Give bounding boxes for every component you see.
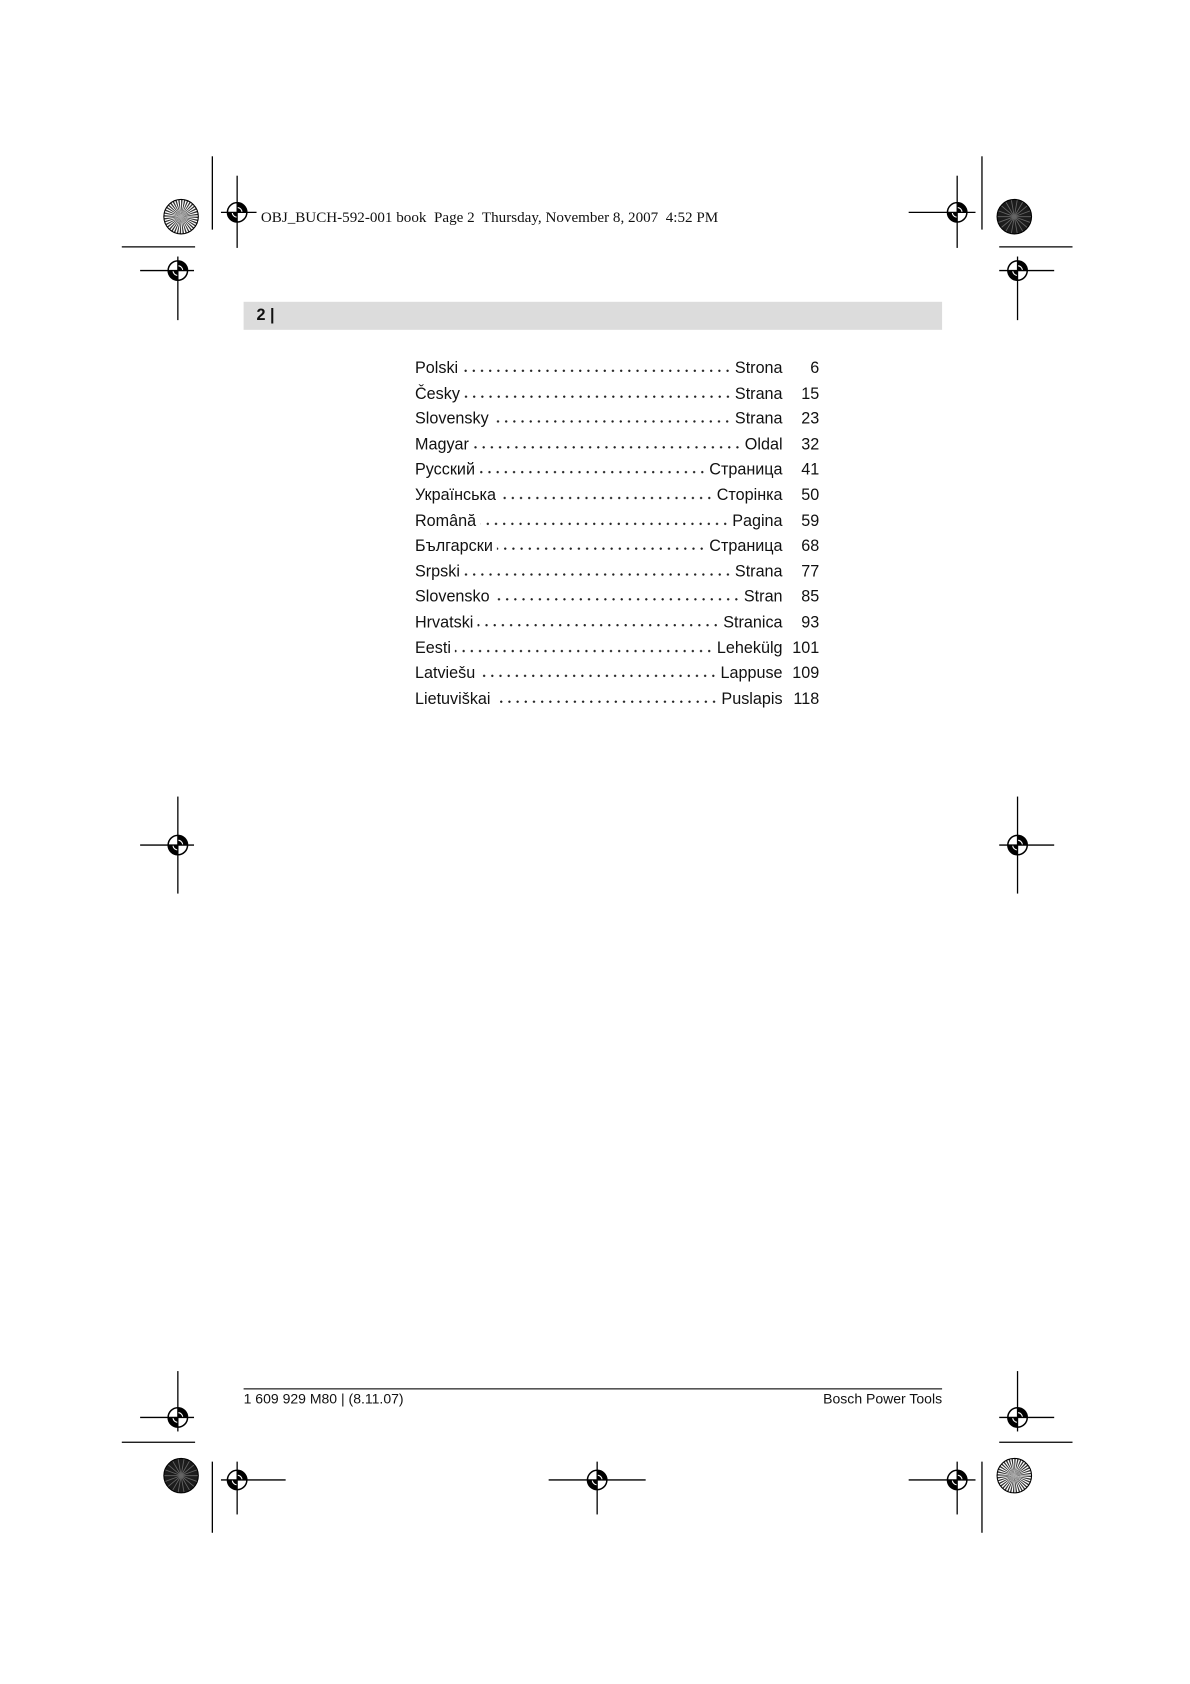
footer-brand: Bosch Power Tools bbox=[823, 1390, 943, 1407]
toc-page-word: Страница bbox=[709, 536, 783, 556]
toc-page-word: Strona bbox=[734, 358, 783, 378]
toc-page-number: 32 bbox=[801, 435, 820, 454]
toc-row-romana[interactable] bbox=[415, 508, 819, 533]
toc-page-number: 101 bbox=[792, 638, 820, 658]
toc-language: Polski bbox=[414, 358, 459, 378]
toc-page-number: 93 bbox=[801, 613, 820, 632]
toc-page-number: 109 bbox=[792, 664, 820, 683]
toc-page-word: Stranica bbox=[723, 613, 783, 632]
toc-language: Български bbox=[414, 536, 493, 556]
star-target-mark bbox=[997, 199, 1031, 233]
star-target-mark bbox=[164, 1458, 198, 1492]
toc-page-word: Lehekülg bbox=[716, 638, 783, 658]
registration-mark bbox=[140, 1371, 194, 1431]
toc-language: Українська bbox=[414, 486, 496, 505]
registration-mark bbox=[140, 797, 194, 894]
registration-mark bbox=[909, 1462, 976, 1515]
registration-mark bbox=[999, 1371, 1054, 1431]
star-target-mark bbox=[164, 199, 198, 233]
toc-page-number: 59 bbox=[801, 511, 820, 530]
registration-mark bbox=[909, 176, 976, 248]
registration-mark bbox=[221, 1462, 286, 1515]
dot-leader bbox=[497, 547, 706, 551]
toc-language: Русский bbox=[414, 460, 476, 479]
dot-leader bbox=[464, 572, 731, 576]
toc-language: Hrvatski bbox=[414, 613, 474, 632]
toc-row-cesky[interactable] bbox=[415, 381, 819, 406]
toc-language: Slovensko bbox=[414, 587, 490, 607]
toc-page-number: 15 bbox=[801, 384, 820, 403]
toc-row-lietuviskai[interactable] bbox=[415, 686, 819, 711]
toc-row-slovensky[interactable] bbox=[415, 407, 819, 432]
toc-row-srpski[interactable] bbox=[415, 559, 819, 584]
toc-page-word: Страница bbox=[709, 460, 783, 479]
toc-row-polski[interactable] bbox=[415, 356, 819, 381]
toc-language: Slovensky bbox=[414, 409, 489, 429]
page-header-bar bbox=[244, 302, 942, 330]
toc-page-word: Strana bbox=[734, 409, 783, 429]
toc-language: Eesti bbox=[414, 638, 451, 658]
toc-language: Srpski bbox=[414, 562, 460, 581]
toc-page-number: 85 bbox=[801, 587, 820, 607]
toc-page-word: Strana bbox=[734, 562, 783, 581]
toc-page-number: 77 bbox=[801, 562, 820, 581]
toc-row-eesti[interactable] bbox=[415, 635, 819, 660]
dot-leader bbox=[464, 394, 731, 398]
toc-row-magyar[interactable] bbox=[415, 432, 819, 457]
star-target-mark bbox=[997, 1458, 1031, 1492]
toc-page-number: 68 bbox=[801, 536, 820, 556]
toc-page-number: 50 bbox=[801, 486, 820, 505]
dot-leader bbox=[479, 470, 706, 474]
dot-leader bbox=[478, 623, 720, 627]
footer-rule bbox=[244, 1388, 942, 1389]
toc-row-slovensko[interactable] bbox=[415, 585, 819, 610]
dot-leader bbox=[493, 420, 732, 424]
dot-leader bbox=[500, 496, 713, 500]
toc-page-number: 23 bbox=[801, 409, 820, 429]
toc-row-russkiy[interactable] bbox=[415, 457, 819, 482]
toc-row-balgarski[interactable] bbox=[415, 534, 819, 559]
toc-page-number: 6 bbox=[810, 358, 820, 378]
toc-page-number: 118 bbox=[793, 689, 820, 708]
toc-language: Magyar bbox=[414, 435, 469, 454]
registration-mark bbox=[999, 797, 1054, 894]
dot-leader bbox=[480, 521, 729, 525]
toc-page-word: Puslapis bbox=[721, 689, 783, 708]
toc-row-ukrainska[interactable] bbox=[415, 483, 819, 508]
dot-leader bbox=[494, 598, 741, 602]
toc-language: Lietuviškai bbox=[414, 689, 491, 708]
toc-page-word: Oldal bbox=[744, 435, 783, 454]
registration-mark bbox=[549, 1462, 646, 1515]
toc-language: Česky bbox=[414, 384, 460, 403]
page-number: 2 | bbox=[256, 306, 275, 325]
toc-row-hrvatski[interactable] bbox=[415, 610, 819, 635]
toc-page-word: Lappuse bbox=[720, 664, 783, 683]
toc-language: Latviešu bbox=[414, 664, 476, 683]
registration-mark bbox=[221, 176, 257, 248]
toc-page-word: Сторінка bbox=[716, 486, 783, 505]
table-of-contents bbox=[415, 356, 819, 712]
toc-page-number: 41 bbox=[801, 460, 820, 479]
dot-leader bbox=[462, 369, 731, 373]
toc-language: Română bbox=[414, 511, 477, 530]
toc-page-word: Stran bbox=[743, 587, 783, 607]
toc-row-latviesu[interactable] bbox=[415, 661, 819, 686]
toc-page-word: Strana bbox=[734, 384, 783, 403]
registration-mark bbox=[140, 257, 194, 321]
footer-document-number: 1 609 929 M80 | (8.11.07) bbox=[243, 1390, 404, 1407]
dot-leader bbox=[455, 648, 713, 652]
toc-page-word: Pagina bbox=[732, 511, 783, 530]
dot-leader bbox=[495, 699, 718, 703]
registration-mark bbox=[999, 257, 1054, 321]
print-file-header: OBJ_BUCH-592-001 book Page 2 Thursday, November 8, 2007 4:52 PM bbox=[260, 210, 719, 227]
dot-leader bbox=[480, 674, 718, 678]
dot-leader bbox=[473, 445, 741, 449]
